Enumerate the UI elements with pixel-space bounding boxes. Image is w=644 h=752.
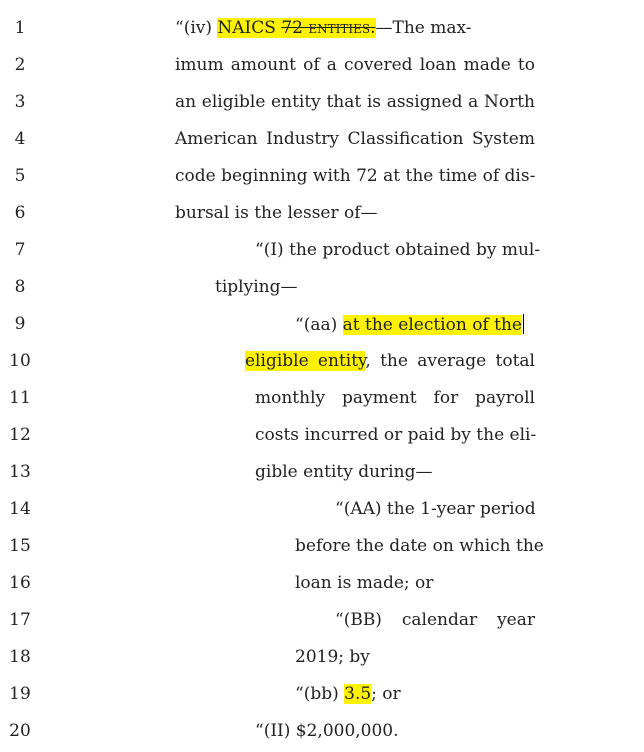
text-line [295, 314, 535, 335]
highlighted-text: 72 entities. [281, 18, 376, 38]
text-segment: loan is made; or [295, 573, 434, 593]
line-number: 5 [14, 166, 26, 186]
text-segment: “(aa) [295, 315, 343, 335]
text-line [295, 573, 535, 593]
text-line [255, 425, 535, 445]
text-segment: , the average total [365, 351, 535, 371]
text-segment: American Industry Classification System [175, 129, 535, 149]
text-line [175, 129, 535, 149]
line-number: 11 [9, 388, 31, 408]
highlighted-text: NAICS [217, 18, 282, 38]
line-number: 2 [14, 55, 26, 75]
text-line [295, 536, 544, 556]
text-line [215, 277, 535, 297]
text-line [255, 240, 541, 260]
highlighted-text: at the election of the [342, 315, 522, 335]
line-number: 10 [9, 351, 31, 371]
line-number: 16 [9, 573, 31, 593]
text-cursor [523, 314, 524, 334]
text-line [255, 388, 535, 408]
line-number: 20 [9, 721, 31, 741]
line-number: 17 [9, 610, 31, 630]
text-line [295, 647, 535, 667]
line-number: 14 [9, 499, 31, 519]
line-number: 8 [14, 277, 26, 297]
line-number: 18 [9, 647, 31, 667]
text-segment: bursal is the lesser of— [175, 203, 378, 223]
text-segment: “(AA) the 1-year period [335, 499, 536, 519]
text-line [255, 721, 535, 741]
text-segment: “(iv) [175, 18, 218, 38]
line-number: 19 [9, 684, 31, 704]
text-line [175, 18, 535, 38]
text-segment: —The max- [375, 18, 472, 38]
text-segment: imum amount of a covered loan made to [175, 55, 535, 75]
line-number: 9 [14, 314, 26, 334]
text-segment: ; or [371, 684, 401, 704]
line-number: 15 [9, 536, 31, 556]
highlighted-text: 3.5 [344, 684, 372, 704]
line-number: 3 [14, 92, 26, 112]
text-segment: “(II) $2,000,000. [255, 721, 399, 741]
text-line [255, 462, 535, 482]
text-segment: costs incurred or paid by the eli- [255, 425, 537, 445]
line-number: 4 [14, 129, 26, 149]
text-segment: “(I) the product obtained by mul- [255, 240, 541, 260]
text-segment: monthly payment for payroll [255, 388, 535, 408]
text-segment: gible entity during— [255, 462, 433, 482]
text-line [245, 351, 535, 371]
text-segment: “(bb) [295, 684, 345, 704]
line-number: 13 [9, 462, 31, 482]
text-segment: tiplying— [215, 277, 298, 297]
text-line [335, 499, 535, 519]
line-number: 6 [14, 203, 26, 223]
text-line [175, 203, 535, 223]
text-line [295, 684, 535, 704]
line-number: 12 [9, 425, 31, 445]
text-segment: an eligible entity that is assigned a North [175, 92, 535, 112]
text-segment: 2019; by [295, 647, 370, 667]
text-segment: before the date on which the [295, 536, 544, 556]
line-number: 7 [14, 240, 26, 260]
highlighted-text: eligible entity [245, 351, 366, 371]
text-line [175, 166, 535, 186]
line-number: 1 [14, 18, 26, 38]
text-segment: “(BB) calendar year [335, 610, 535, 630]
text-line [175, 92, 535, 112]
text-line [335, 610, 535, 630]
text-segment: code beginning with 72 at the time of dis- [175, 166, 536, 186]
text-line [175, 55, 535, 75]
